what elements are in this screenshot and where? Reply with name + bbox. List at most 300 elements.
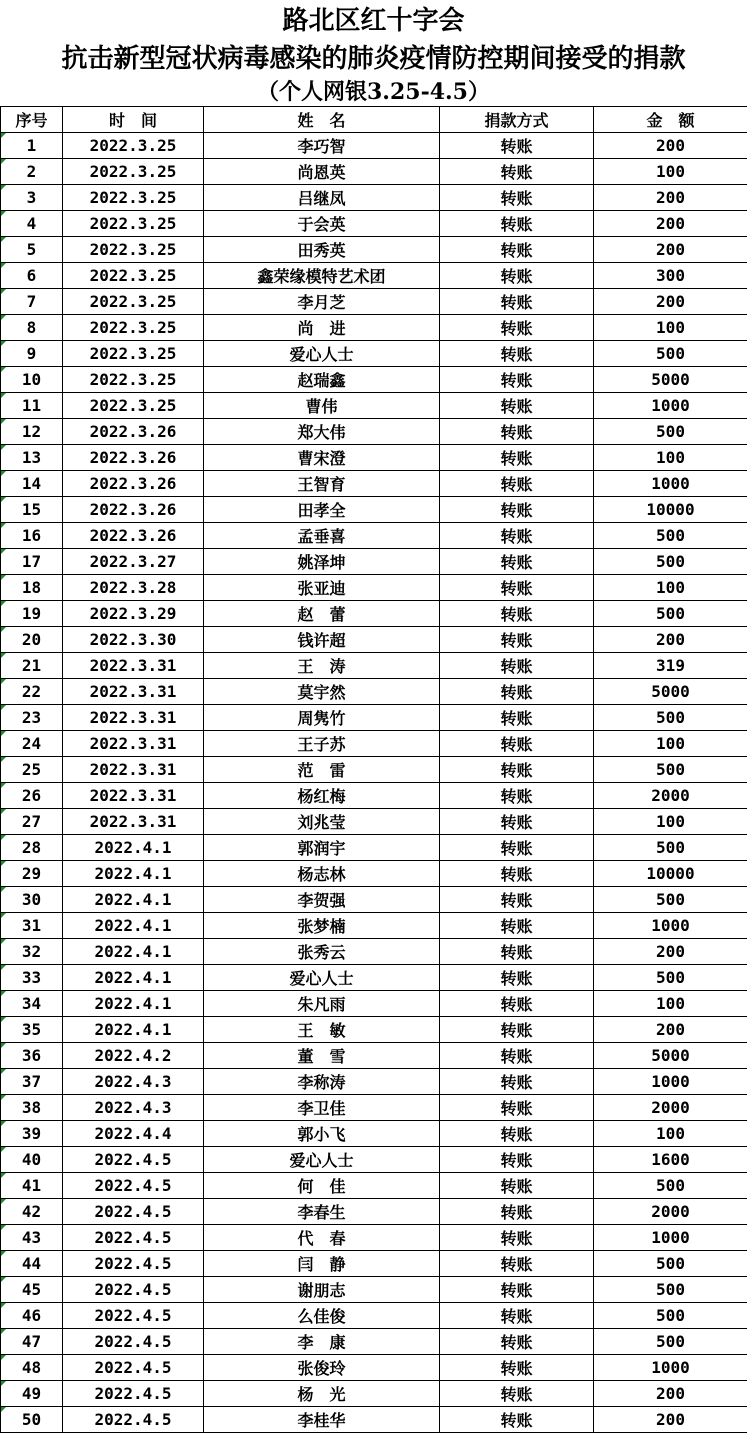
table-row [1, 1069, 747, 1095]
cell-method: 转账 [440, 835, 594, 861]
cell-amount: 500 [594, 705, 747, 731]
cell-index: 9 [1, 341, 63, 367]
cell-amount: 200 [594, 939, 747, 965]
cell-date: 2022.4.1 [63, 835, 204, 861]
cell-index: 27 [1, 809, 63, 835]
cell-name: 尚恩英 [204, 159, 440, 185]
table-row [1, 965, 747, 991]
cell-amount: 500 [594, 1173, 747, 1199]
cell-name: 李春生 [204, 1199, 440, 1225]
cell-name: 李称涛 [204, 1069, 440, 1095]
table-row [1, 1199, 747, 1225]
cell-amount: 500 [594, 965, 747, 991]
cell-name: 周隽竹 [204, 705, 440, 731]
cell-index: 28 [1, 835, 63, 861]
cell-index: 4 [1, 211, 63, 237]
cell-index: 25 [1, 757, 63, 783]
cell-method: 转账 [440, 1225, 594, 1251]
cell-date: 2022.3.25 [63, 367, 204, 393]
cell-name: 爱心人士 [204, 1147, 440, 1173]
cell-amount: 1000 [594, 1225, 747, 1251]
cell-method: 转账 [440, 575, 594, 601]
table-row [1, 757, 747, 783]
col-header-name: 姓 名 [204, 107, 440, 133]
cell-method: 转账 [440, 445, 594, 471]
cell-index: 16 [1, 523, 63, 549]
cell-index: 11 [1, 393, 63, 419]
cell-date: 2022.4.1 [63, 965, 204, 991]
cell-name: 么佳俊 [204, 1303, 440, 1329]
cell-method: 转账 [440, 861, 594, 887]
cell-method: 转账 [440, 913, 594, 939]
cell-date: 2022.4.1 [63, 861, 204, 887]
cell-date: 2022.4.5 [63, 1355, 204, 1381]
cell-name: 尚 进 [204, 315, 440, 341]
cell-date: 2022.3.28 [63, 575, 204, 601]
cell-name: 莫宇然 [204, 679, 440, 705]
cell-method: 转账 [440, 1199, 594, 1225]
cell-method: 转账 [440, 627, 594, 653]
cell-method: 转账 [440, 289, 594, 315]
cell-index: 7 [1, 289, 63, 315]
cell-name: 代 春 [204, 1225, 440, 1251]
cell-method: 转账 [440, 1277, 594, 1303]
cell-amount: 200 [594, 185, 747, 211]
table-row [1, 237, 747, 263]
cell-date: 2022.4.5 [63, 1199, 204, 1225]
cell-name: 钱许超 [204, 627, 440, 653]
cell-index: 24 [1, 731, 63, 757]
cell-index: 36 [1, 1043, 63, 1069]
cell-method: 转账 [440, 1303, 594, 1329]
cell-date: 2022.3.25 [63, 237, 204, 263]
cell-date: 2022.3.25 [63, 159, 204, 185]
cell-method: 转账 [440, 523, 594, 549]
cell-name: 王 敏 [204, 1017, 440, 1043]
cell-method: 转账 [440, 237, 594, 263]
cell-amount: 100 [594, 991, 747, 1017]
cell-amount: 500 [594, 1303, 747, 1329]
table-row [1, 679, 747, 705]
table-row [1, 523, 747, 549]
cell-date: 2022.4.5 [63, 1303, 204, 1329]
table-row [1, 393, 747, 419]
cell-date: 2022.3.31 [63, 679, 204, 705]
cell-method: 转账 [440, 705, 594, 731]
cell-name: 郭润宇 [204, 835, 440, 861]
cell-method: 转账 [440, 393, 594, 419]
cell-index: 47 [1, 1329, 63, 1355]
cell-method: 转账 [440, 731, 594, 757]
cell-method: 转账 [440, 471, 594, 497]
table-row [1, 471, 747, 497]
table-row [1, 289, 747, 315]
cell-method: 转账 [440, 991, 594, 1017]
cell-amount: 10000 [594, 861, 747, 887]
cell-index: 33 [1, 965, 63, 991]
cell-name: 王 涛 [204, 653, 440, 679]
cell-date: 2022.3.25 [63, 393, 204, 419]
cell-amount: 1000 [594, 1355, 747, 1381]
table-row [1, 887, 747, 913]
cell-amount: 5000 [594, 367, 747, 393]
cell-index: 39 [1, 1121, 63, 1147]
cell-name: 王子苏 [204, 731, 440, 757]
cell-index: 34 [1, 991, 63, 1017]
cell-name: 曹宋澄 [204, 445, 440, 471]
cell-index: 23 [1, 705, 63, 731]
cell-amount: 200 [594, 289, 747, 315]
cell-amount: 100 [594, 315, 747, 341]
cell-index: 29 [1, 861, 63, 887]
table-row [1, 315, 747, 341]
table-row [1, 1381, 747, 1407]
table-row [1, 1329, 747, 1355]
cell-amount: 5000 [594, 1043, 747, 1069]
cell-date: 2022.3.25 [63, 263, 204, 289]
cell-amount: 500 [594, 887, 747, 913]
cell-name: 董 雪 [204, 1043, 440, 1069]
table-row [1, 1095, 747, 1121]
cell-amount: 1600 [594, 1147, 747, 1173]
cell-index: 10 [1, 367, 63, 393]
cell-index: 15 [1, 497, 63, 523]
table-row [1, 731, 747, 757]
cell-date: 2022.3.25 [63, 315, 204, 341]
cell-index: 41 [1, 1173, 63, 1199]
cell-index: 45 [1, 1277, 63, 1303]
cell-amount: 200 [594, 237, 747, 263]
table-row [1, 783, 747, 809]
cell-date: 2022.4.5 [63, 1147, 204, 1173]
cell-amount: 319 [594, 653, 747, 679]
cell-method: 转账 [440, 419, 594, 445]
table-row [1, 419, 747, 445]
table-row [1, 1225, 747, 1251]
cell-method: 转账 [440, 809, 594, 835]
cell-amount: 100 [594, 1121, 747, 1147]
cell-method: 转账 [440, 263, 594, 289]
table-row [1, 263, 747, 289]
cell-name: 郑大伟 [204, 419, 440, 445]
cell-index: 6 [1, 263, 63, 289]
cell-date: 2022.3.26 [63, 445, 204, 471]
cell-method: 转账 [440, 1407, 594, 1433]
cell-method: 转账 [440, 367, 594, 393]
cell-amount: 200 [594, 1017, 747, 1043]
cell-name: 张俊玲 [204, 1355, 440, 1381]
cell-date: 2022.3.25 [63, 133, 204, 159]
cell-name: 鑫荣缘模特艺术团 [204, 263, 440, 289]
cell-name: 吕继凤 [204, 185, 440, 211]
cell-name: 何 佳 [204, 1173, 440, 1199]
col-header-index: 序号 [1, 107, 63, 133]
cell-amount: 5000 [594, 679, 747, 705]
cell-amount: 1000 [594, 1069, 747, 1095]
cell-method: 转账 [440, 1147, 594, 1173]
cell-amount: 500 [594, 1251, 747, 1277]
cell-name: 李卫佳 [204, 1095, 440, 1121]
table-row [1, 861, 747, 887]
cell-date: 2022.3.25 [63, 341, 204, 367]
table-row [1, 367, 747, 393]
table-row [1, 159, 747, 185]
table-row [1, 1121, 747, 1147]
table-row [1, 1251, 747, 1277]
cell-date: 2022.4.1 [63, 939, 204, 965]
document-title: 抗击新型冠状病毒感染的肺炎疫情防控期间接受的捐款 [61, 44, 686, 74]
table-row [1, 653, 747, 679]
cell-amount: 100 [594, 445, 747, 471]
cell-method: 转账 [440, 1069, 594, 1095]
cell-index: 43 [1, 1225, 63, 1251]
cell-name: 谢朋志 [204, 1277, 440, 1303]
table-row [1, 445, 747, 471]
table-row [1, 185, 747, 211]
col-header-amount: 金 额 [594, 107, 747, 133]
cell-date: 2022.4.2 [63, 1043, 204, 1069]
cell-date: 2022.4.1 [63, 991, 204, 1017]
cell-index: 22 [1, 679, 63, 705]
cell-method: 转账 [440, 211, 594, 237]
cell-amount: 200 [594, 1381, 747, 1407]
cell-index: 30 [1, 887, 63, 913]
cell-method: 转账 [440, 679, 594, 705]
cell-method: 转账 [440, 1381, 594, 1407]
cell-name: 田孝全 [204, 497, 440, 523]
cell-date: 2022.3.27 [63, 549, 204, 575]
table-row [1, 133, 747, 159]
cell-date: 2022.4.3 [63, 1095, 204, 1121]
cell-index: 5 [1, 237, 63, 263]
cell-date: 2022.4.5 [63, 1225, 204, 1251]
cell-date: 2022.3.31 [63, 731, 204, 757]
cell-name: 李桂华 [204, 1407, 440, 1433]
cell-index: 40 [1, 1147, 63, 1173]
table-row [1, 575, 747, 601]
cell-name: 李贺强 [204, 887, 440, 913]
cell-method: 转账 [440, 315, 594, 341]
cell-amount: 2000 [594, 783, 747, 809]
cell-index: 13 [1, 445, 63, 471]
cell-method: 转账 [440, 341, 594, 367]
cell-name: 朱凡雨 [204, 991, 440, 1017]
cell-method: 转账 [440, 1095, 594, 1121]
table-row [1, 211, 747, 237]
cell-amount: 200 [594, 1407, 747, 1433]
cell-method: 转账 [440, 887, 594, 913]
cell-index: 37 [1, 1069, 63, 1095]
cell-method: 转账 [440, 783, 594, 809]
cell-name: 刘兆莹 [204, 809, 440, 835]
cell-amount: 10000 [594, 497, 747, 523]
cell-index: 46 [1, 1303, 63, 1329]
cell-date: 2022.3.29 [63, 601, 204, 627]
table-body [1, 133, 747, 1433]
cell-name: 李 康 [204, 1329, 440, 1355]
table-row [1, 549, 747, 575]
cell-name: 张秀云 [204, 939, 440, 965]
table-row [1, 1355, 747, 1381]
cell-index: 21 [1, 653, 63, 679]
cell-name: 闫 静 [204, 1251, 440, 1277]
cell-method: 转账 [440, 1173, 594, 1199]
cell-index: 19 [1, 601, 63, 627]
cell-name: 杨志林 [204, 861, 440, 887]
cell-date: 2022.3.31 [63, 653, 204, 679]
cell-name: 张亚迪 [204, 575, 440, 601]
cell-date: 2022.4.5 [63, 1173, 204, 1199]
cell-index: 48 [1, 1355, 63, 1381]
cell-date: 2022.4.1 [63, 1017, 204, 1043]
cell-name: 杨 光 [204, 1381, 440, 1407]
cell-amount: 500 [594, 601, 747, 627]
cell-name: 张梦楠 [204, 913, 440, 939]
cell-index: 42 [1, 1199, 63, 1225]
cell-date: 2022.4.5 [63, 1251, 204, 1277]
cell-index: 18 [1, 575, 63, 601]
cell-amount: 500 [594, 757, 747, 783]
cell-method: 转账 [440, 1329, 594, 1355]
cell-amount: 500 [594, 523, 747, 549]
cell-index: 1 [1, 133, 63, 159]
cell-index: 49 [1, 1381, 63, 1407]
cell-method: 转账 [440, 1251, 594, 1277]
cell-method: 转账 [440, 965, 594, 991]
table-row [1, 497, 747, 523]
cell-date: 2022.3.31 [63, 757, 204, 783]
table-row [1, 627, 747, 653]
cell-method: 转账 [440, 653, 594, 679]
cell-index: 32 [1, 939, 63, 965]
cell-date: 2022.3.25 [63, 211, 204, 237]
cell-date: 2022.4.5 [63, 1329, 204, 1355]
cell-amount: 500 [594, 549, 747, 575]
table-row [1, 1147, 747, 1173]
cell-amount: 200 [594, 211, 747, 237]
cell-name: 于会英 [204, 211, 440, 237]
cell-index: 14 [1, 471, 63, 497]
cell-amount: 2000 [594, 1199, 747, 1225]
cell-name: 杨红梅 [204, 783, 440, 809]
cell-name: 范 雷 [204, 757, 440, 783]
org-title: 路北区红十字会 [282, 6, 465, 36]
cell-name: 赵 蕾 [204, 601, 440, 627]
cell-amount: 500 [594, 1329, 747, 1355]
cell-date: 2022.4.1 [63, 887, 204, 913]
cell-date: 2022.4.4 [63, 1121, 204, 1147]
col-header-date: 时 间 [63, 107, 204, 133]
table-row [1, 835, 747, 861]
cell-method: 转账 [440, 1355, 594, 1381]
cell-method: 转账 [440, 185, 594, 211]
cell-name: 爱心人士 [204, 341, 440, 367]
cell-amount: 500 [594, 341, 747, 367]
col-header-method: 捐款方式 [440, 107, 594, 133]
table-row [1, 705, 747, 731]
document-subtitle: （个人网银3.25-4.5） [257, 79, 490, 105]
table-row [1, 1407, 747, 1433]
cell-date: 2022.3.26 [63, 497, 204, 523]
table-row [1, 939, 747, 965]
cell-method: 转账 [440, 159, 594, 185]
cell-method: 转账 [440, 133, 594, 159]
cell-date: 2022.4.5 [63, 1407, 204, 1433]
cell-index: 44 [1, 1251, 63, 1277]
table-header-row [1, 107, 747, 133]
cell-index: 2 [1, 159, 63, 185]
table-row [1, 1277, 747, 1303]
cell-method: 转账 [440, 1043, 594, 1069]
cell-date: 2022.3.25 [63, 185, 204, 211]
cell-name: 姚泽坤 [204, 549, 440, 575]
cell-name: 孟垂喜 [204, 523, 440, 549]
cell-name: 郭小飞 [204, 1121, 440, 1147]
cell-name: 王智育 [204, 471, 440, 497]
cell-date: 2022.3.26 [63, 471, 204, 497]
cell-date: 2022.3.31 [63, 705, 204, 731]
cell-date: 2022.3.26 [63, 523, 204, 549]
cell-amount: 300 [594, 263, 747, 289]
cell-amount: 1000 [594, 913, 747, 939]
cell-date: 2022.3.30 [63, 627, 204, 653]
cell-date: 2022.3.31 [63, 783, 204, 809]
cell-name: 李月芝 [204, 289, 440, 315]
cell-amount: 200 [594, 133, 747, 159]
cell-amount: 500 [594, 1277, 747, 1303]
cell-amount: 1000 [594, 393, 747, 419]
table-row [1, 991, 747, 1017]
cell-name: 曹伟 [204, 393, 440, 419]
cell-date: 2022.4.3 [63, 1069, 204, 1095]
cell-index: 3 [1, 185, 63, 211]
cell-index: 8 [1, 315, 63, 341]
table-row [1, 341, 747, 367]
cell-method: 转账 [440, 939, 594, 965]
cell-name: 赵瑞鑫 [204, 367, 440, 393]
cell-amount: 100 [594, 159, 747, 185]
cell-amount: 100 [594, 809, 747, 835]
table-row [1, 1017, 747, 1043]
cell-date: 2022.3.25 [63, 289, 204, 315]
cell-amount: 1000 [594, 471, 747, 497]
cell-amount: 500 [594, 419, 747, 445]
cell-method: 转账 [440, 497, 594, 523]
cell-index: 38 [1, 1095, 63, 1121]
cell-name: 田秀英 [204, 237, 440, 263]
table-row [1, 1303, 747, 1329]
cell-date: 2022.3.31 [63, 809, 204, 835]
cell-index: 31 [1, 913, 63, 939]
cell-name: 爱心人士 [204, 965, 440, 991]
table-row [1, 601, 747, 627]
cell-method: 转账 [440, 549, 594, 575]
table-row [1, 913, 747, 939]
cell-date: 2022.4.5 [63, 1381, 204, 1407]
cell-index: 35 [1, 1017, 63, 1043]
cell-date: 2022.4.1 [63, 913, 204, 939]
cell-index: 26 [1, 783, 63, 809]
cell-method: 转账 [440, 757, 594, 783]
cell-amount: 100 [594, 731, 747, 757]
table-row [1, 1043, 747, 1069]
cell-index: 17 [1, 549, 63, 575]
cell-amount: 200 [594, 627, 747, 653]
cell-date: 2022.3.26 [63, 419, 204, 445]
cell-method: 转账 [440, 1017, 594, 1043]
donation-table [0, 106, 747, 1433]
cell-date: 2022.4.5 [63, 1277, 204, 1303]
